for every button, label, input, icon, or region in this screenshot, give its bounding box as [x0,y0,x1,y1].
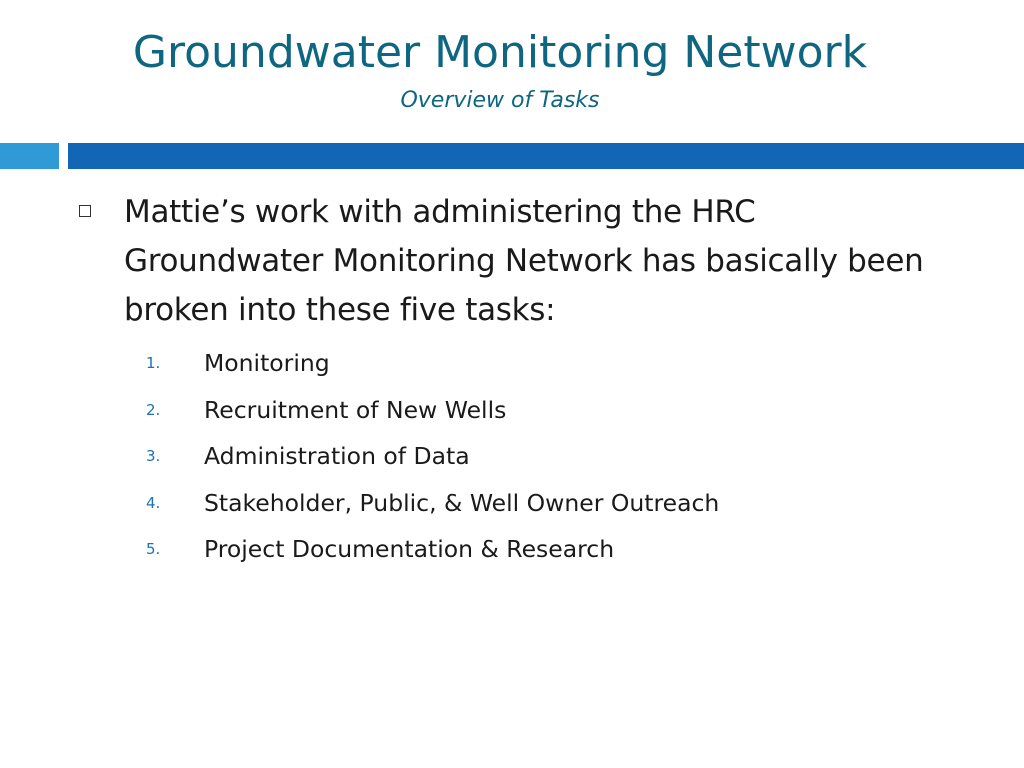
header-accent-bar-right [68,143,1024,169]
slide-subtitle: Overview of Tasks [400,88,600,113]
task-item [146,480,719,527]
task-item [146,340,719,387]
task-label: Monitoring [204,349,330,378]
task-number: 1. [146,354,161,373]
task-label: Recruitment of New Wells [204,395,507,424]
main-bullet-text: Mattie’s work with administering the HRC Groundwater Monitoring Network has basically been broken into these five tasks: [124,194,924,328]
task-item [146,433,719,480]
task-number: 4. [146,493,161,512]
task-list [146,340,719,573]
task-number: 2. [146,400,161,419]
task-number: 5. [146,540,161,559]
task-label: Project Documentation & Research [204,535,615,564]
task-label: Administration of Data [204,442,470,471]
slide-title: Groundwater Monitoring Network [132,27,868,78]
hollow-square-bullet-icon [79,205,91,217]
task-item [146,387,719,434]
task-number: 3. [146,447,161,466]
task-label: Stakeholder, Public, & Well Owner Outreach [204,488,720,517]
header-accent-bar-left [0,143,59,169]
task-item [146,526,719,573]
